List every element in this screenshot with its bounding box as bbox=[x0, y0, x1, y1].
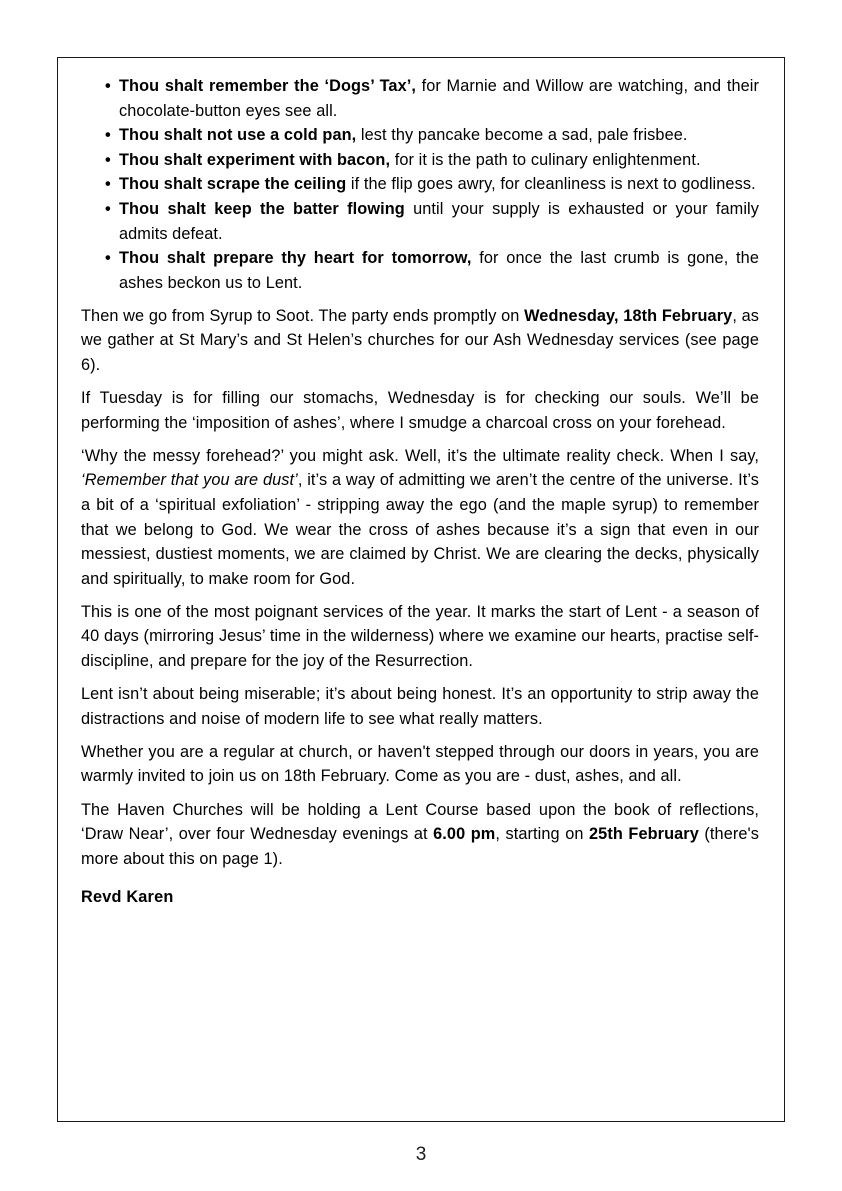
list-item bbox=[81, 197, 759, 246]
paragraph-lent-course bbox=[81, 798, 759, 872]
commandment-rest: for once the last crumb is gone, the ashes beckon us to Lent. bbox=[119, 249, 759, 292]
page-number: 3 bbox=[415, 1144, 427, 1165]
commandment-rest: lest thy pancake become a sad, pale frisbee. bbox=[356, 126, 688, 145]
bullet-icon: • bbox=[105, 175, 111, 194]
list-item bbox=[81, 246, 759, 295]
bullet-icon: • bbox=[105, 249, 111, 268]
bullet-icon: • bbox=[105, 199, 111, 218]
author-signature: Revd Karen bbox=[81, 888, 174, 907]
list-item bbox=[81, 148, 759, 173]
text-run: , it’s a way of admitting we aren’t the centre of the universe. It’s a bit of a ‘spiritual exfoliation’ - stripping away the ego (and the maple syrup) to remember that we belong to God. We wear the cross of ashes because it’s a sign that even in our messiest, dustiest moments, we are claimed by Christ. We are clearing the decks, physically and spiritually, to make room for God. bbox=[81, 471, 759, 588]
commandment-rest: until your supply is exhausted or your family admits defeat. bbox=[119, 199, 759, 243]
bullet-icon: • bbox=[105, 150, 111, 169]
emphasis-ash-wednesday-date: Wednesday, 18th February bbox=[524, 306, 733, 325]
paragraph-syrup-to-soot bbox=[81, 304, 759, 378]
commandment-lead: Thou shalt keep the batter flowing bbox=[119, 199, 405, 218]
commandment-rest: for Marnie and Willow are watching, and their chocolate-button eyes see all. bbox=[119, 77, 759, 120]
paragraph-lent-honest: Lent isn’t about being miserable; it’s about being honest. It’s an opportunity to strip away the distractions and noise of modern life to see what really matters. bbox=[81, 685, 759, 728]
commandment-lead: Thou shalt prepare thy heart for tomorrow, bbox=[119, 249, 472, 268]
text-run: , starting on bbox=[495, 825, 590, 844]
text-run: Then we go from Syrup to Soot. The party ends promptly on bbox=[81, 306, 525, 325]
commandment-lead: Thou shalt not use a cold pan, bbox=[119, 126, 357, 145]
commandment-lead: Thou shalt experiment with bacon, bbox=[119, 150, 391, 169]
emphasis-course-time: 6.00 pm bbox=[433, 825, 496, 844]
pancake-commandments-list bbox=[81, 74, 759, 295]
text-run: , as we gather at St Mary’s and St Helen’s churches for our Ash Wednesday services (see page 6). bbox=[81, 306, 759, 375]
list-item bbox=[81, 74, 759, 123]
list-item bbox=[81, 172, 759, 197]
text-run: (there's more about this on page 1). bbox=[81, 825, 759, 868]
text-run: ‘Why the messy forehead?’ you might ask. Well, it’s the ultimate reality check. When I say, bbox=[81, 446, 759, 465]
quotation-remember-you-are-dust: ‘Remember that you are dust’ bbox=[81, 471, 298, 490]
paragraph-poignant-service: This is one of the most poignant services of the year. It marks the start of Lent - a season of 40 days (mirroring Jesus’ time in the wilderness) where we examine our hearts, practise self-discipline, and prepare for the joy of the Resurrection. bbox=[81, 602, 759, 671]
bullet-icon: • bbox=[105, 77, 111, 95]
emphasis-course-start-date: 25th February bbox=[589, 825, 699, 844]
text-run: The Haven Churches will be holding a Lent Course based upon the book of reflections, ‘Draw Near’, over four Wednesday evenings at bbox=[81, 800, 759, 844]
commandment-lead: Thou shalt scrape the ceiling bbox=[119, 175, 347, 194]
list-item bbox=[81, 123, 759, 148]
paragraph-invitation: Whether you are a regular at church, or haven't stepped through our doors in years, you are warmly invited to join us on 18th February. Come as you are - dust, ashes, and all. bbox=[81, 742, 759, 786]
commandment-rest: if the flip goes awry, for cleanliness is next to godliness. bbox=[346, 175, 756, 194]
bullet-icon: • bbox=[105, 126, 111, 145]
paragraph-imposition-of-ashes: If Tuesday is for filling our stomachs, Wednesday is for checking our souls. We’ll be performing the ‘imposition of ashes’, where I smudge a charcoal cross on your forehead. bbox=[81, 389, 759, 432]
page-border-frame bbox=[57, 57, 785, 1122]
commandment-rest: for it is the path to culinary enlightenment. bbox=[390, 150, 701, 169]
paragraph-messy-forehead bbox=[81, 444, 759, 592]
commandment-lead: Thou shalt remember the ‘Dogs’ Tax’, bbox=[119, 77, 416, 95]
article-body bbox=[81, 74, 759, 910]
